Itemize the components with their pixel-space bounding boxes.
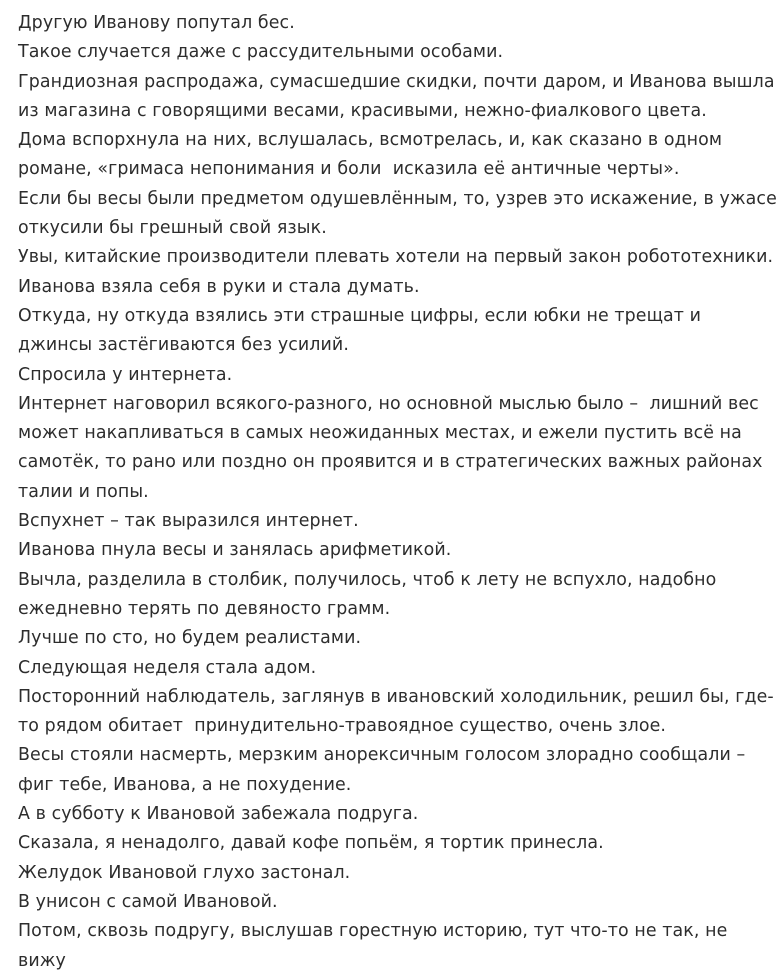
paragraph: Вычла, разделила в столбик, получилось, чтоб к лету не вспухло, надобно ежедневно терять по девяносто грамм. xyxy=(18,569,723,619)
paragraph: Иванова пнула весы и занялась арифметикой. xyxy=(18,540,452,561)
paragraph: А в субботу к Ивановой забежала подруга. xyxy=(18,804,419,825)
paragraph: Сказала, я ненадолго, давай кофе попьём, я тортик принесла. xyxy=(18,833,604,854)
paragraph: Следующая неделя стала адом. xyxy=(18,657,317,678)
paragraph: Иванова взяла себя в руки и стала думать. xyxy=(18,276,420,297)
paragraph: Другую Иванову попутал бес. xyxy=(18,13,295,33)
paragraph: Дома вспорхнула на них, вслушалась, всмотрелась, и, как сказано в одном романе, «гримаса непонимания и боли исказила её античные черты». xyxy=(18,130,728,180)
paragraph: Спросила у интернета. xyxy=(18,364,233,385)
paragraph: Такое случается даже с рассудительными особами. xyxy=(18,42,504,63)
paragraph: Посторонний наблюдатель, заглянув в ивановский холодильник, решил бы, где-то рядом обитает принудительно-травоядное существо, очень злое. xyxy=(18,686,774,737)
paragraph: Весы стояли насмерть, мерзким анорексичным голосом злорадно сообщали – фиг тебе, Иванова, а не похудение. xyxy=(18,745,751,795)
paragraph: Лучше по сто, но будем реалистами. xyxy=(18,628,362,649)
paragraph: Потом, сквозь подругу, выслушав горестную историю, тут что-то не так, не вижу xyxy=(18,921,734,971)
paragraph: Откуда, ну откуда взялись эти страшные цифры, если юбки не трещат и джинсы застёгиваются без усилий. xyxy=(18,305,707,356)
paragraph: Грандиозная распродажа, сумасшедшие скидки, почти даром, и Иванова вышла из магазина с говорящими весами, красивыми, нежно-фиалкового цвета. xyxy=(18,71,781,121)
paragraph: Если бы весы были предметом одушевлённым, то, узрев это искажение, в ужасе откусили бы грешный свой язык. xyxy=(18,188,783,239)
paragraph: Вспухнет – так выразился интернет. xyxy=(18,511,359,532)
paragraph: Интернет наговорил всякого-разного, но основной мыслью было – лишний вес может накапливаться в самых неожиданных местах, и ежели пустить всё на самотёк, то рано или поздно он проявится и в стратегических важных районах талии и попы. xyxy=(18,393,769,502)
document-body xyxy=(18,9,783,976)
paragraph: Желудок Ивановой глухо застонал. xyxy=(18,862,351,883)
paragraph: Увы, китайские производители плевать хотели на первый закон робототехники. xyxy=(18,247,774,268)
paragraph: В унисон с самой Ивановой. xyxy=(18,891,278,912)
